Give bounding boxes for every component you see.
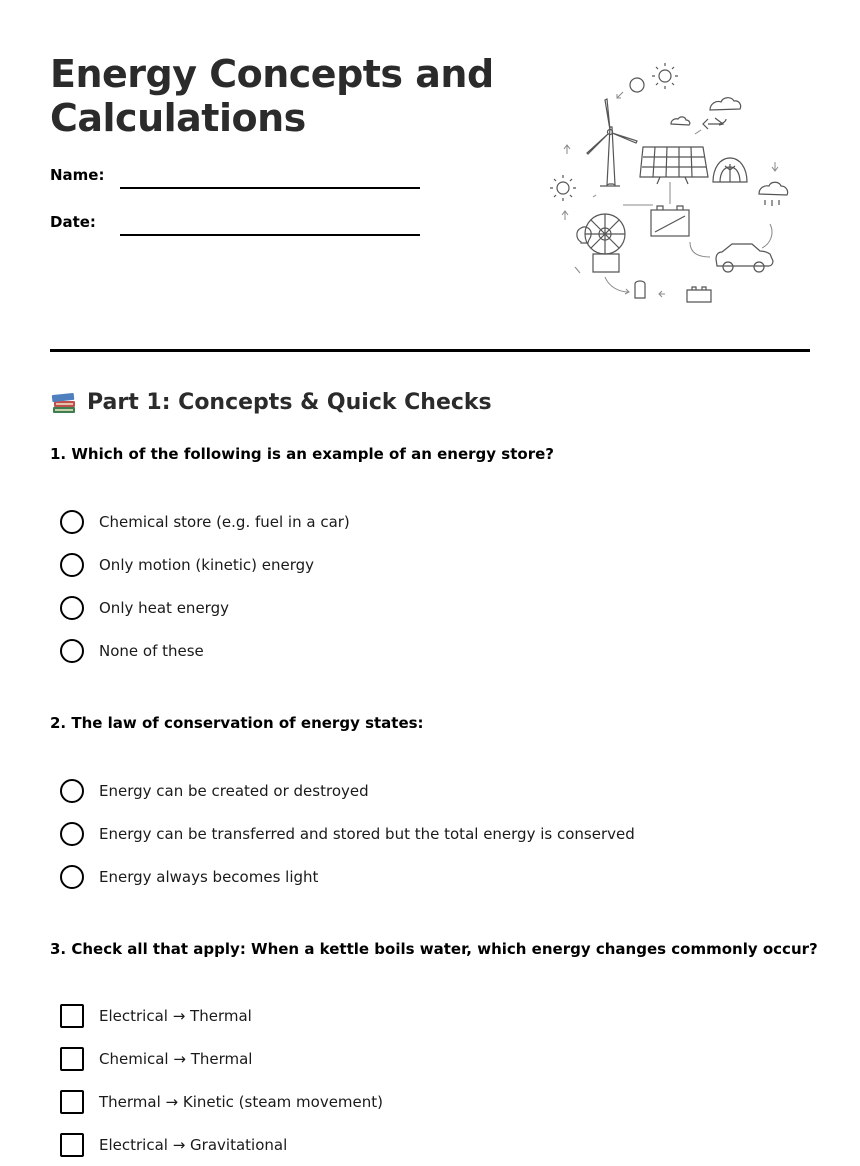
question-3-option[interactable] xyxy=(60,1037,383,1080)
date-label: Date: xyxy=(50,213,96,231)
question-3-prompt: 3. Check all that apply: When a kettle boils water, which energy changes commonly occur? xyxy=(50,940,818,958)
checkbox[interactable] xyxy=(60,1004,84,1028)
radio-button[interactable] xyxy=(60,639,84,663)
light-bulb-icon xyxy=(577,227,591,243)
checkbox[interactable] xyxy=(60,1090,84,1114)
radio-button[interactable] xyxy=(60,865,84,889)
energy-illustration xyxy=(545,62,800,312)
name-field xyxy=(50,166,430,196)
worksheet-title: Energy Concepts and Calculations xyxy=(50,52,494,140)
wind-turbine-icon xyxy=(587,99,637,186)
option-label: Energy can be created or destroyed xyxy=(99,781,369,800)
checkbox[interactable] xyxy=(60,1047,84,1071)
rain-cloud-icon xyxy=(759,182,788,206)
name-label: Name: xyxy=(50,166,105,184)
part1-heading-text: Part 1: Concepts & Quick Checks xyxy=(87,389,492,415)
question-1-option[interactable] xyxy=(60,543,350,586)
cloud-icon-top xyxy=(710,98,741,110)
radio-button[interactable] xyxy=(60,822,84,846)
question-3-option[interactable] xyxy=(60,1080,383,1123)
option-label: Chemical → Thermal xyxy=(99,1049,253,1068)
hydro-dam-icon xyxy=(713,158,747,182)
question-3-option[interactable] xyxy=(60,1123,383,1166)
option-label: Electrical → Thermal xyxy=(99,1006,252,1025)
option-label: None of these xyxy=(99,641,204,660)
question-1-options xyxy=(60,500,350,672)
radio-button[interactable] xyxy=(60,510,84,534)
radio-button[interactable] xyxy=(60,779,84,803)
option-label: Thermal → Kinetic (steam movement) xyxy=(99,1092,384,1111)
option-label: Electrical → Gravitational xyxy=(99,1135,288,1154)
books-icon xyxy=(50,388,78,416)
radio-button[interactable] xyxy=(60,596,84,620)
option-label: Energy can be transferred and stored but the total energy is conserved xyxy=(99,824,635,843)
question-2-prompt: 2. The law of conservation of energy states: xyxy=(50,714,424,732)
question-1-option[interactable] xyxy=(60,629,350,672)
question-3-options xyxy=(60,994,383,1166)
question-1-prompt: 1. Which of the following is an example of an energy store? xyxy=(50,445,554,463)
battery-small-icon xyxy=(687,287,711,302)
header-divider xyxy=(50,349,810,352)
option-label: Energy always becomes light xyxy=(99,867,319,886)
water-wheel-icon xyxy=(585,214,625,272)
question-2-options xyxy=(60,769,635,898)
canister-icon xyxy=(635,281,645,298)
car-icon xyxy=(716,244,773,272)
question-3-option[interactable] xyxy=(60,994,383,1037)
question-2-option[interactable] xyxy=(60,855,635,898)
name-input-line[interactable] xyxy=(120,187,420,189)
option-label: Only heat energy xyxy=(99,598,229,617)
solar-panel-icon xyxy=(640,147,708,184)
battery-icon xyxy=(651,206,689,236)
question-1-option[interactable] xyxy=(60,586,350,629)
option-label: Chemical store (e.g. fuel in a car) xyxy=(99,512,350,531)
question-2-option[interactable] xyxy=(60,769,635,812)
date-input-line[interactable] xyxy=(120,234,420,236)
question-2-option[interactable] xyxy=(60,812,635,855)
checkbox[interactable] xyxy=(60,1133,84,1157)
radio-button[interactable] xyxy=(60,553,84,577)
part1-heading xyxy=(50,388,492,416)
sun-icon-left xyxy=(550,175,576,201)
question-1-option[interactable] xyxy=(60,500,350,543)
option-label: Only motion (kinetic) energy xyxy=(99,555,315,574)
date-field xyxy=(50,213,430,243)
sun-icon-top xyxy=(630,63,678,92)
